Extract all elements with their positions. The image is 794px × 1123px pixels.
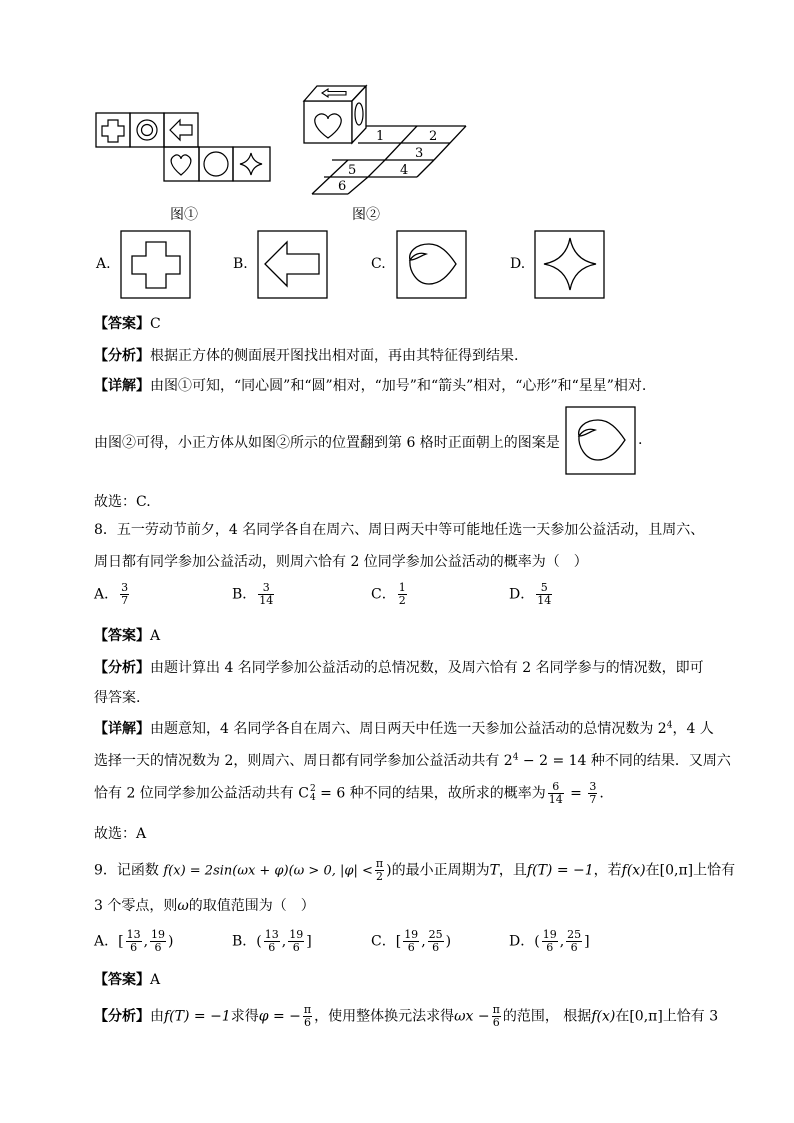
figure-2-label: 图② bbox=[352, 207, 380, 223]
q7-option-a-label: A. bbox=[96, 256, 111, 272]
q7-option-a-image bbox=[120, 230, 192, 300]
q8-option-c: C． $\frac{1}{2}$ bbox=[371, 581, 406, 607]
q7-answer: 【答案】C bbox=[94, 316, 161, 332]
arrow-icon bbox=[265, 242, 319, 286]
q8-answer: 【答案】A bbox=[94, 628, 161, 644]
analysis-tag: 【分析】 bbox=[94, 348, 150, 364]
grid-number-3: 3 bbox=[415, 146, 424, 161]
q8-stem-line2: 周日都有同学参加公益活动，则周六恰有 2 位同学参加公益活动的概率为（ ） bbox=[94, 554, 588, 570]
q8-option-b: B． $\frac{3}{14}$ bbox=[232, 581, 274, 607]
plus-icon bbox=[102, 120, 124, 142]
star-icon bbox=[544, 238, 596, 290]
heart-icon bbox=[171, 155, 191, 175]
q7-detail: 【详解】由图①可知，“同心圆”和“圆”相对，“加号”和“箭头”相对，“心形”和“星星”相对. bbox=[94, 378, 647, 394]
q8-final: 故选：A bbox=[94, 826, 147, 842]
q7-option-b-label: B. bbox=[233, 256, 248, 272]
q7-option-b-image bbox=[257, 230, 329, 300]
q7-option-d-image bbox=[534, 230, 606, 300]
grid-number-2: 2 bbox=[429, 129, 438, 144]
q8-analysis-line1: 【分析】由题计算出 4 名同学参加公益活动的总情况数，及周六恰有 2 名同学参与的情况数，即可 bbox=[94, 660, 704, 676]
q8-detail-line3: 恰有 2 位同学参加公益活动共有 C 2 4 = 6 种不同的结果，故所求的概率为 $\frac{6}{14}$ = $\frac{3}{7}$ . bbox=[94, 780, 604, 806]
detail-tag: 【详解】 bbox=[94, 378, 150, 394]
analysis-tag: 【分析】 bbox=[94, 660, 150, 676]
q7-conclusion: 由图②可得，小正方体从如图②所示的位置翻到第 6 格时正面朝上的图案是 bbox=[94, 435, 560, 451]
q8-detail-line2: 选择一天的情况数为 2，则周六、周日都有同学参加公益活动共有 $2^4 - 2 = 14$ 种不同的结果．又周六 bbox=[94, 752, 731, 769]
q8-option-d: D． $\frac{5}{14}$ bbox=[509, 581, 552, 607]
grid-number-5: 5 bbox=[348, 163, 357, 178]
q8-option-a: A． $\frac{3}{7}$ bbox=[94, 581, 129, 607]
q7-conclusion-image bbox=[565, 406, 637, 476]
q7-analysis: 【分析】根据正方体的侧面展开图找出相对面，再由其特征得到结果. bbox=[94, 348, 519, 364]
figure-1-label: 图① bbox=[170, 207, 198, 223]
heart-icon bbox=[579, 420, 625, 460]
q7-conclusion-end: . bbox=[638, 432, 643, 448]
q9-stem-line2: 3 个零点，则ω的取值范围为（ ） bbox=[94, 898, 315, 914]
q8-stem-line1: 8．五一劳动节前夕，4 名同学各自在周六、周日两天中等可能地任选一天参加公益活动，且周六、 bbox=[94, 522, 705, 538]
q9-analysis: 【分析】由f(T) = −1求得φ = − $\frac{\pi}{6}$ ，使用整体换元法求得ωx − $\frac{\pi}{6}$ 的范围， 根据f(x)在[0,π]上恰有 3 bbox=[94, 1003, 719, 1029]
answer-tag: 【答案】 bbox=[94, 628, 150, 644]
q9-option-c: C．[ $\frac{19}{6}$ , $\frac{25}{6}$ ) bbox=[371, 928, 452, 954]
q7-option-c-image bbox=[396, 230, 468, 300]
answer-tag: 【答案】 bbox=[94, 972, 150, 988]
q7-option-c-label: C. bbox=[371, 256, 386, 272]
answer-tag: 【答案】 bbox=[94, 316, 150, 332]
q9-stem-line1: 9．记函数 f(x) = 2sin(ωx + φ)(ω > 0, |φ| < $\frac{\pi}{2}$ )的最小正周期为T，且f(T) = −1，若f(x)在[0,π]上恰有 bbox=[94, 857, 736, 883]
cube-net-figure bbox=[95, 112, 275, 184]
grid-number-6: 6 bbox=[338, 179, 347, 194]
q7-final: 故选：C. bbox=[94, 494, 151, 510]
q7-option-d-label: D. bbox=[510, 256, 526, 272]
concentric-circle-icon bbox=[137, 120, 157, 140]
plus-icon bbox=[132, 242, 180, 288]
detail-tag: 【详解】 bbox=[94, 721, 150, 737]
arrow-icon bbox=[170, 120, 192, 140]
heart-icon bbox=[410, 244, 456, 284]
q9-option-d: D．( $\frac{19}{6}$ , $\frac{25}{6}$ ] bbox=[509, 928, 590, 954]
q8-detail-line1: 【详解】由题意知，4 名同学各自在周六、周日两天中任选一天参加公益活动的总情况数为 $2^4$，4 人 bbox=[94, 720, 714, 737]
circle-icon bbox=[204, 152, 228, 176]
grid-number-4: 4 bbox=[400, 163, 409, 178]
q9-option-a: A．[ $\frac{13}{6}$ , $\frac{19}{6}$ ) bbox=[94, 928, 174, 954]
star-icon bbox=[240, 153, 262, 175]
q9-answer: 【答案】A bbox=[94, 972, 161, 988]
q8-analysis-line2: 得答案. bbox=[94, 690, 141, 706]
analysis-tag: 【分析】 bbox=[94, 1008, 150, 1025]
cube-grid-figure bbox=[300, 84, 470, 196]
q9-option-b: B．( $\frac{13}{6}$ , $\frac{19}{6}$ ] bbox=[232, 928, 312, 954]
grid-number-1: 1 bbox=[376, 129, 385, 144]
